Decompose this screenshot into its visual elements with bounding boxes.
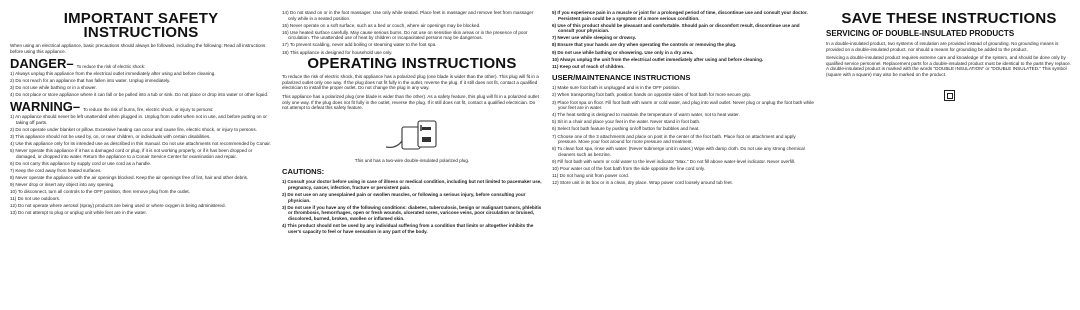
- plug-caption: This unit has a two-wire double-insulated polarized plug.: [354, 157, 470, 163]
- list-item: 7) Choose one of the 3 attachments and place on post in the center of the foot bath. Place foot on attachment and apply pressure. Move your foot around for more pressure and treatment.: [552, 133, 796, 145]
- list-item: 10) Always unplug the unit from the electrical outlet immediately after using and before cleaning.: [552, 56, 764, 62]
- list-item: 17) To prevent scalding, never add boiling or steaming water to the foot spa.: [282, 42, 437, 48]
- list-item: 13) Do not attempt to plug or unplug unit while feet are in the water.: [10, 210, 147, 216]
- list-item: 8) To clean foot spa, rinse with water. (Never submerge unit in water.) Wipe with damp cloth. Do not use any strong chemical cleaners such as benzine.: [552, 146, 805, 157]
- maintenance-title: USER/MAINTENANCE INSTRUCTIONS: [552, 73, 691, 83]
- list-item: 2) Do not operate under blanket or pillow. Excessive heating can occur and cause fire, electric shock, or injury to persons.: [10, 126, 257, 132]
- list-item: 8) Ensure that your hands are dry when operating the controls or removing the plug.: [552, 42, 737, 48]
- list-item: 9) Do not use while bathing or showering. Use only in a dry area.: [552, 49, 694, 55]
- danger-word: DANGER–: [10, 56, 74, 72]
- double-insulation-icon: [944, 90, 955, 101]
- safety-intro: When using an electrical appliance, basic precautions should always be followed, including the following: Read all instructions before using this appliance.: [10, 43, 266, 54]
- list-item: 1) Make sure foot bath is unplugged and is in the OFF position.: [552, 85, 681, 91]
- list-item: 6) Select foot bath feature by pushing on/off button for bubbles and heat.: [552, 126, 700, 132]
- list-item: 9) Never drop or insert any object into any opening.: [10, 182, 115, 187]
- list-item: 8) Never operate the appliance with the air openings blocked. Keep the air openings free of lint, hair and other debris.: [10, 174, 249, 180]
- list-item: 11) Do not use outdoors.: [10, 196, 61, 202]
- servicing-subtitle: SERVICING OF DOUBLE-INSULATED PRODUCTS: [826, 29, 1015, 38]
- list-item: 9) Fill foot bath with warm or cold water to the level indicator "Max." Do not fill above water-level indicator. Never overfill.: [552, 158, 796, 164]
- list-item: 4) This product should not be used by any individual suffering from a condition that limits or altogether inhibits the user's capacity to feel or have sensation in any part of the body.: [282, 222, 534, 234]
- list-item: 1) Consult your doctor before using in case of illness or medical condition, including but not limited to pacemaker use, pregnancy, cancer, infection, fracture or persistent pain.: [282, 179, 542, 190]
- warning-note: To reduce the risk of burns, fire, electric shock, or injury to persons:: [83, 107, 214, 113]
- warning-heading: [10, 100, 272, 113]
- list-item: 1) An appliance should never be left unattended when plugged in. Unplug from outlet when not in use, and before putting on or taking off parts.: [10, 114, 267, 125]
- list-item: 6) Use of this product should be pleasant and comfortable. Should pain or discomfort result, discontinue use and consult your physician.: [552, 22, 800, 34]
- maintenance-list: [552, 85, 814, 185]
- list-item: 10) Pour water out of the foot bath from the side opposite the line cord only.: [552, 165, 706, 171]
- list-item: 1) Always unplug this appliance from the electrical outlet immediately after using and before cleaning.: [10, 71, 216, 77]
- cautions-list: [282, 179, 542, 234]
- save-column: [826, 10, 1072, 101]
- list-item: 6) Do not carry this appliance by supply cord or use cord as a handle.: [10, 160, 152, 166]
- list-item: 2) When transporting foot bath, position hands on opposite sides of foot bath for more secure grip.: [552, 92, 752, 98]
- list-item: 12) Store unit in its box or in a clean, dry place. Wrap power cord loosely around tub feet.: [552, 180, 733, 186]
- save-title: SAVE THESE INSTRUCTIONS: [841, 10, 1057, 27]
- maintenance-column: [552, 10, 814, 188]
- danger-heading: [10, 57, 272, 70]
- safety-column: [10, 10, 272, 218]
- list-item: 16) Use heated surface carefully. May cause serious burns. Do not use on sensitive skin areas or in the presence of poor circulation. The unattended use of heat by children or incapacitated persons may be dangerous.: [282, 29, 528, 41]
- list-item: 7) Never use while sleeping or drowsy.: [552, 35, 637, 41]
- list-item: 11) Do not hang unit from power cord.: [552, 173, 630, 179]
- servicing-para-2: Servicing a double-insulated product requires extreme care and knowledge of the system, and should be done only by qualified service personnel. Replacement parts for a double-insulated product must be identical to the parts they replace. A double-insulated product is marked with the words "DOUBLE INSULATION" or "DOUBLE INSULATED." This symbol (square with a square) may also be marked on the product.: [826, 55, 1072, 77]
- warning-list: [10, 114, 272, 216]
- list-item: 4) Use this appliance only for its intended use as described in this manual. Do not use attachments not recommended by Conair.: [10, 140, 271, 146]
- operating-column: [282, 10, 542, 236]
- operating-para-1: To reduce the risk of electric shock, this appliance has a polarized plug (one blade is wider than the other). This plug will fit in a polarized outlet only one way. If the plug does not fit fully in the outlet, reverse the plug. If it still does not fit, contact a qualified electrician to install the proper outlet. Do not change the plug in any way.: [282, 74, 539, 91]
- list-item: 5) Sit in a chair and place your feet in the water. Never stand in foot bath.: [552, 119, 701, 125]
- list-item: 4) Do not place or store appliance where it can fall or be pulled into a tub or sink. Do not place or drop into water or other liquid.: [10, 92, 269, 98]
- operating-title: OPERATING INSTRUCTIONS: [307, 55, 517, 73]
- list-item: 2) Do not use on any unexplained pain or swollen muscles, or following a serious injury, before consulting your physician.: [282, 192, 526, 203]
- list-item: 2) Do not reach for an appliance that has fallen into water. Unplug immediately.: [10, 78, 171, 84]
- list-item: 11) Keep out of reach of children.: [552, 63, 625, 69]
- safety-title: IMPORTANT SAFETY INSTRUCTIONS: [63, 10, 219, 41]
- list-item: 5) Never operate this appliance if it has a damaged cord or plug, if it is not working properly, or if it has been dropped or damaged, or dropped into water. Return the appliance to a Conair Service Center for examination and repair.: [10, 148, 253, 159]
- list-item: 14) Do not stand on or in the foot massager. Use only while seated. Place feet in massager and remove feet from massager only while in a seated position.: [282, 10, 534, 21]
- servicing-para-1: In a double-insulated product, two systems of insulation are provided instead of grounding. No grounding means is provided on a double-insulated product, nor should a means for grounding be added to the product.: [826, 41, 1059, 52]
- warning-word: WARNING–: [10, 99, 81, 115]
- list-item: 3) Do not use if you have any of the following conditions: diabetes, tuberculosis, benign or malignant tumors, phlebitis or thrombosis, hemorrhages, open or fresh wounds, ulcerated sores, varicose veins, poor circulation or bruised, discolored, burned, broken, swollen or inflamed skin.: [282, 204, 542, 221]
- list-item: 4) The heat setting is designed to maintain the temperature of warm water, not to heat water.: [552, 112, 740, 118]
- polarized-plug-illustration: [382, 115, 442, 155]
- list-item: 7) Keep the cord away from heated surfaces.: [10, 167, 102, 173]
- list-item: 18) This appliance is designed for household use only.: [282, 49, 393, 55]
- danger-note: To reduce the risk of electric shock:: [76, 64, 146, 70]
- list-item: 3) Place foot spa on floor. Fill foot bath with warm or cold water, and plug into wall outlet. Never plug or unplug the foot bath while your feet are in water.: [552, 99, 814, 111]
- list-item: 5) If you experience pain in a muscle or joint for a prolonged period of time, discontinue use and consult your doctor. Persistent pain could be a symptom of a more serious condition.: [552, 10, 808, 21]
- list-item: 10) To disconnect, turn all controls to the OFF position, then remove plug from the outlet.: [10, 189, 190, 195]
- list-item: 12) Do not operate where aerosol (spray) products are being used or where oxygen is being administered.: [10, 203, 226, 209]
- cautions-continued-list: [552, 10, 814, 69]
- operating-para-2: This appliance has a polarized plug (one blade is wider than the other). As a safety feature, this plug will fit in a polarized outlet only one way. If the plug does not fit fully in the outlet, reverse the plug. If it still does not fit, contact a qualified electrician. Do not attempt to defeat this safety feature.: [282, 93, 539, 111]
- cautions-title: CAUTIONS:: [282, 167, 325, 177]
- danger-list: [10, 71, 272, 98]
- list-item: 3) Do not use while bathing or in a shower.: [10, 85, 97, 91]
- list-item: 3) This appliance should not be used by, on, or near children, or individuals with certain disabilities.: [10, 133, 211, 139]
- list-item: 15) Never operate on a soft surface, such as a bed or couch, where air openings may be blocked.: [282, 22, 481, 28]
- safety-continued-list: [282, 10, 542, 55]
